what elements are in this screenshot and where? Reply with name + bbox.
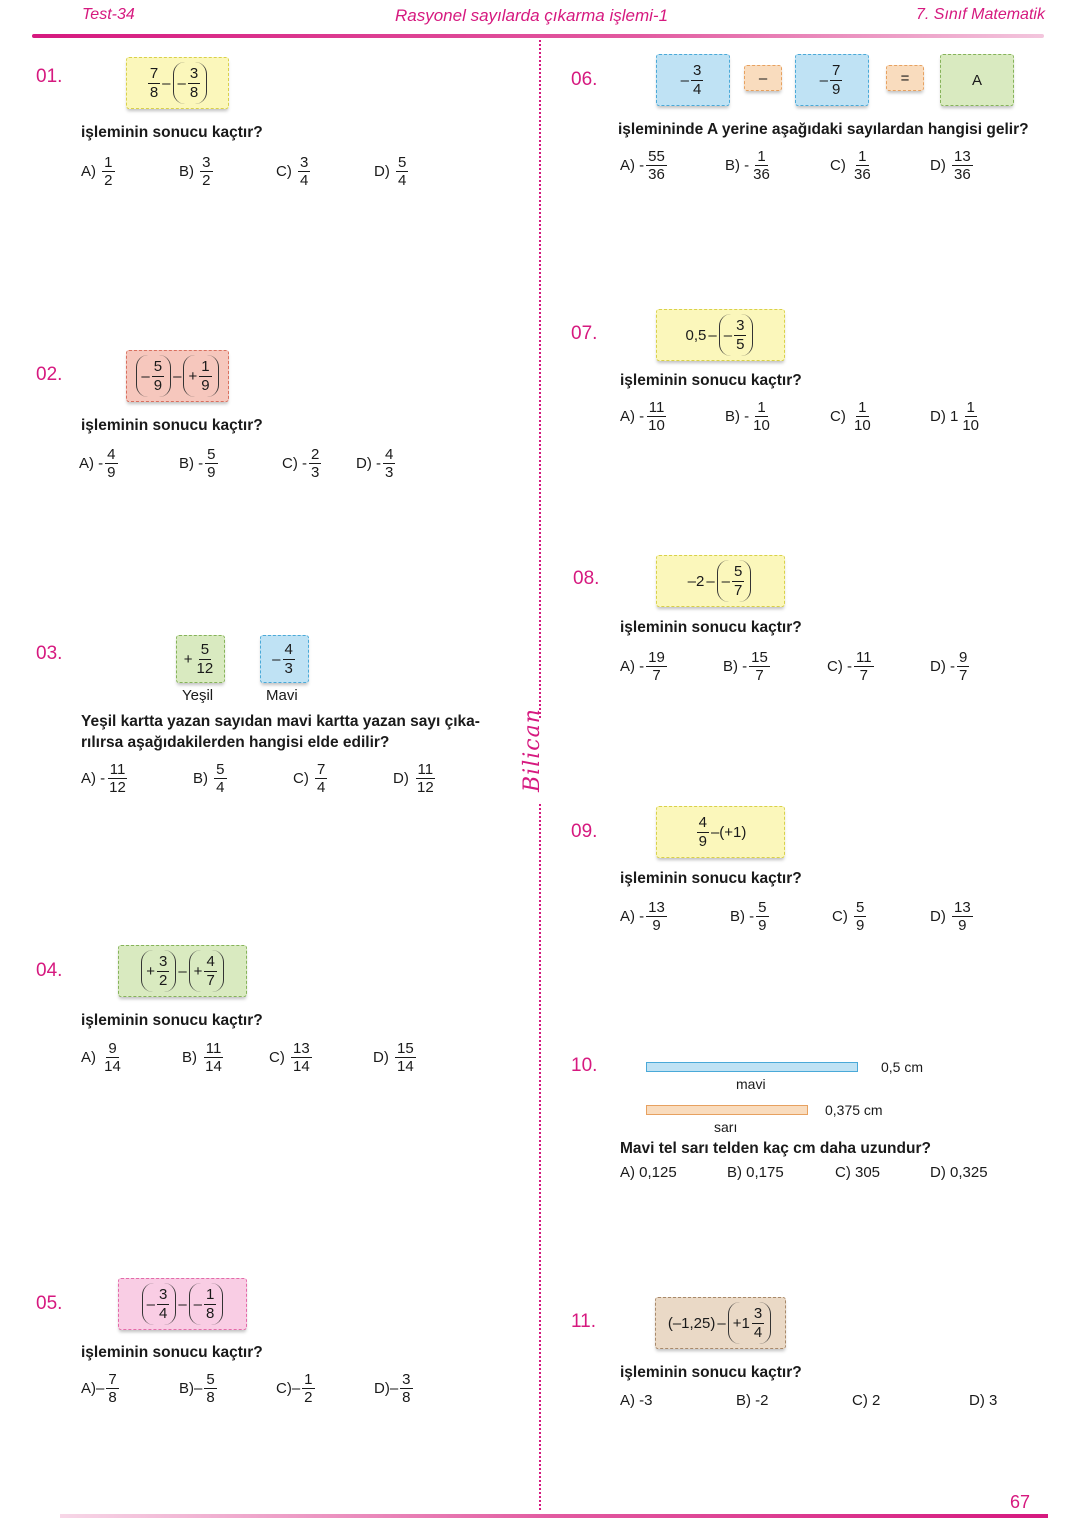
q08-option-b[interactable]: B) - $\frac{15}{7}$ [723, 649, 768, 685]
q06-card-1: – $\frac{3}{4}$ [656, 54, 730, 106]
q11-option-c[interactable]: C) 2 [852, 1392, 881, 1409]
q11-number: 11. [571, 1311, 597, 1332]
q01-option-a[interactable]: A) $\frac{1}{2}$ [81, 154, 113, 190]
q05-expression: – $\frac{3}{4}$ – – $\frac{1}{8}$ [118, 1278, 247, 1330]
q10-yellow-wire [646, 1105, 808, 1115]
q03-number: 03. [36, 643, 63, 664]
q05-question: işleminin sonucu kaçtır? [81, 1344, 263, 1361]
q03-option-d[interactable]: D) $\frac{11}{12}$ [393, 761, 434, 797]
q09-question: işleminin sonucu kaçtır? [620, 870, 802, 887]
q06-question: işlemininde A yerine aşağıdaki sayılardan hangisi gelir? [618, 121, 1029, 138]
q04-option-a[interactable]: A) $\frac{9}{14}$ [81, 1040, 121, 1076]
q06-result-card: A [940, 54, 1014, 106]
q10-blue-label: mavi [736, 1076, 766, 1092]
q11-expression: (–1,25) – +1 $\frac{3}{4}$ [655, 1297, 786, 1349]
q04-expression: + $\frac{3}{2}$ – + $\frac{4}{7}$ [118, 945, 247, 997]
q10-option-b[interactable]: B) 0,175 [727, 1164, 784, 1181]
q04-option-c[interactable]: C) $\frac{13}{14}$ [269, 1040, 310, 1076]
q04-option-d[interactable]: D) $\frac{15}{14}$ [373, 1040, 414, 1076]
q07-option-a[interactable]: A) - $\frac{11}{10}$ [620, 399, 665, 435]
q06-option-b[interactable]: B) - $\frac{1}{36}$ [725, 148, 770, 184]
q04-option-b[interactable]: B) $\frac{11}{14}$ [182, 1040, 222, 1076]
q02-question: işleminin sonucu kaçtır? [81, 417, 263, 434]
q03-option-b[interactable]: B) $\frac{5}{4}$ [193, 761, 225, 797]
footer-rule [60, 1514, 1048, 1518]
q08-expression: –2 – – $\frac{5}{7}$ [656, 555, 785, 607]
page-number: 67 [1010, 1492, 1031, 1512]
q07-option-c[interactable]: C) $\frac{1}{10}$ [830, 399, 871, 435]
q11-question: işleminin sonucu kaçtır? [620, 1364, 802, 1381]
q09-option-b[interactable]: B) - $\frac{5}{9}$ [730, 899, 767, 935]
q10-blue-length: 0,5 cm [881, 1059, 924, 1075]
brand-logo: Bilican [520, 708, 545, 792]
q10-blue-wire [646, 1062, 858, 1072]
q07-option-d[interactable]: D) 1 $\frac{1}{10}$ [930, 399, 980, 435]
q06-minus-card: – [744, 65, 782, 91]
q06-option-c[interactable]: C) $\frac{1}{36}$ [830, 148, 871, 184]
q10-yellow-length: 0,375 cm [825, 1102, 883, 1118]
q09-option-d[interactable]: D) $\frac{13}{9}$ [930, 899, 971, 935]
q04-question: işleminin sonucu kaçtır? [81, 1012, 263, 1029]
q01-option-c[interactable]: C) $\frac{3}{4}$ [276, 154, 309, 190]
q06-option-d[interactable]: D) $\frac{13}{36}$ [930, 148, 971, 184]
q07-question: işleminin sonucu kaçtır? [620, 372, 802, 389]
q05-option-a[interactable]: A) – $\frac{7}{8}$ [81, 1371, 117, 1407]
q03-green-card: + $\frac{5}{12}$ [176, 635, 225, 683]
q02-option-d[interactable]: D) - $\frac{4}{3}$ [356, 446, 394, 482]
q09-number: 09. [571, 821, 598, 842]
q03-option-a[interactable]: A) - $\frac{11}{12}$ [81, 761, 126, 797]
header-rule [32, 34, 1044, 38]
q05-option-d[interactable]: D) – $\frac{3}{8}$ [374, 1371, 411, 1407]
q08-option-a[interactable]: A) - $\frac{19}{7}$ [620, 649, 665, 685]
q02-number: 02. [36, 364, 63, 385]
page-title: Rasyonel sayılarda çıkarma işlemi-1 [395, 6, 669, 25]
q07-number: 07. [571, 323, 598, 344]
subject-label: 7. Sınıf Matematik [916, 6, 1045, 23]
q07-option-b[interactable]: B) - $\frac{1}{10}$ [725, 399, 770, 435]
q03-option-c[interactable]: C) $\frac{7}{4}$ [293, 761, 326, 797]
q11-option-b[interactable]: B) -2 [736, 1392, 769, 1409]
q03-blue-card: – $\frac{4}{3}$ [260, 635, 309, 683]
q10-option-a[interactable]: A) 0,125 [620, 1164, 677, 1181]
q09-option-c[interactable]: C) $\frac{5}{9}$ [832, 899, 865, 935]
q05-number: 05. [36, 1293, 63, 1314]
q08-number: 08. [573, 568, 600, 589]
q10-option-c[interactable]: C) 305 [835, 1164, 881, 1181]
q05-option-c[interactable]: C) – $\frac{1}{2}$ [276, 1371, 313, 1407]
q09-option-a[interactable]: A) - $\frac{13}{9}$ [620, 899, 665, 935]
q10-question: Mavi tel sarı telden kaç cm daha uzundur? [620, 1140, 931, 1157]
q01-number: 01. [36, 66, 63, 87]
q08-option-d[interactable]: D) - $\frac{9}{7}$ [930, 649, 968, 685]
q01-option-d[interactable]: D) $\frac{5}{4}$ [374, 154, 407, 190]
q08-option-c[interactable]: C) - $\frac{11}{7}$ [827, 649, 872, 685]
q03-question-line2: rılırsa aşağıdakilerden hangisi elde edilir? [81, 734, 390, 751]
q08-question: işleminin sonucu kaçtır? [620, 619, 802, 636]
q05-option-b[interactable]: B) – $\frac{5}{8}$ [179, 1371, 215, 1407]
q02-option-c[interactable]: C) - $\frac{2}{3}$ [282, 446, 320, 482]
q03-question-line1: Yeşil kartta yazan sayıdan mavi kartta yazan sayı çıka- [81, 713, 480, 730]
q09-expression: $\frac{4}{9}$ –(+1) [656, 806, 785, 858]
q01-expression: $\frac{7}{8}$ – – $\frac{3}{8}$ [126, 57, 229, 109]
q01-option-b[interactable]: B) $\frac{3}{2}$ [179, 154, 211, 190]
q03-blue-label: Mavi [266, 687, 298, 704]
q06-option-a[interactable]: A) - $\frac{55}{36}$ [620, 148, 665, 184]
q06-card-2: – $\frac{7}{9}$ [795, 54, 869, 106]
q06-number: 06. [571, 69, 598, 90]
q04-number: 04. [36, 960, 63, 981]
test-label: Test-34 [82, 6, 135, 23]
q11-option-a[interactable]: A) -3 [620, 1392, 653, 1409]
fraction: $\frac{7}{8}$ [149, 65, 159, 101]
q11-option-d[interactable]: D) 3 [969, 1392, 998, 1409]
q01-question: işleminin sonucu kaçtır? [81, 124, 263, 141]
q02-option-b[interactable]: B) - $\frac{5}{9}$ [179, 446, 216, 482]
q02-option-a[interactable]: A) - $\frac{4}{9}$ [79, 446, 116, 482]
q03-green-label: Yeşil [182, 687, 214, 704]
q02-expression: – $\frac{5}{9}$ – + $\frac{1}{9}$ [126, 350, 229, 402]
q07-expression: 0,5 – – $\frac{3}{5}$ [656, 309, 785, 361]
q06-equals-card: = [886, 65, 924, 91]
q10-option-d[interactable]: D) 0,325 [930, 1164, 988, 1181]
q10-number: 10. [571, 1055, 598, 1076]
q10-yellow-label: sarı [714, 1119, 738, 1135]
